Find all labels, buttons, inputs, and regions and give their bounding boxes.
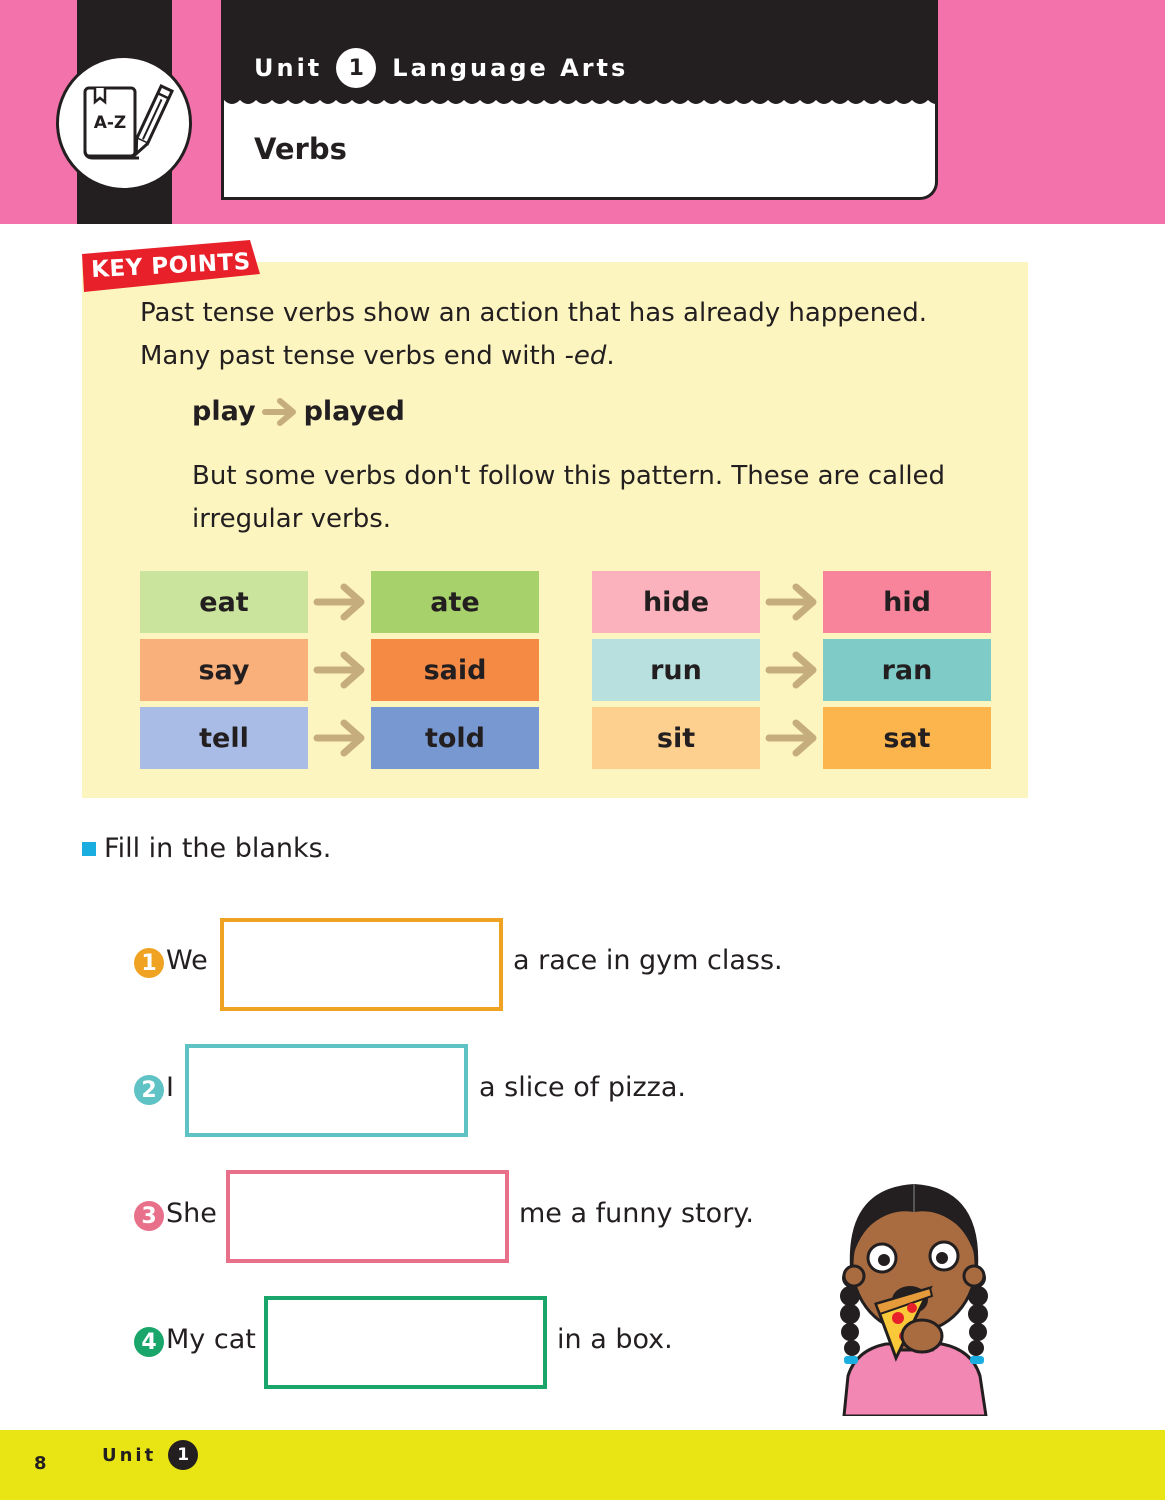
answer-blank-3[interactable]: [226, 1170, 509, 1263]
question-text-after: a slice of pizza.: [479, 1072, 686, 1103]
verb-present-cell: say: [140, 639, 308, 701]
question-number-badge: 1: [134, 948, 164, 978]
key-point-text-2-end: .: [606, 341, 615, 371]
girl-eating-pizza-illustration: [826, 1168, 1002, 1416]
key-points-tag: [82, 240, 260, 292]
instruction-text: Fill in the blanks.: [104, 833, 332, 864]
subject-label: Language Arts: [392, 54, 629, 82]
ed-suffix: -ed: [564, 341, 607, 371]
example-row: [192, 396, 405, 427]
question-text-after: me a funny story.: [519, 1198, 755, 1229]
verb-past-cell: ran: [823, 639, 991, 701]
footer-unit-text: Unit: [102, 1444, 157, 1466]
page-title: Verbs: [254, 132, 347, 166]
page-number: 8: [34, 1453, 47, 1474]
question-number-badge: 3: [134, 1201, 164, 1231]
question-number-badge: 2: [134, 1075, 164, 1105]
unit-number-badge: 1: [336, 48, 376, 88]
unit-heading: [254, 48, 628, 88]
verb-present-cell: hide: [592, 571, 760, 633]
verb-past-cell: ate: [371, 571, 539, 633]
question-text-after: a race in gym class.: [513, 945, 783, 976]
key-point-text-2-prefix: Many past tense verbs end with: [140, 341, 565, 371]
verb-present-cell: run: [592, 639, 760, 701]
arrow-right-icon: [763, 639, 821, 701]
arrow-right-icon: [262, 397, 298, 427]
verb-past-cell: sat: [823, 707, 991, 769]
arrow-right-icon: [311, 639, 369, 701]
bullet-square-icon: [82, 842, 96, 856]
question-text-before: My cat: [166, 1324, 256, 1355]
svg-text:A-Z: A-Z: [93, 113, 127, 133]
footer-unit-label: [102, 1440, 198, 1470]
answer-blank-2[interactable]: [185, 1044, 468, 1137]
question-text-before: She: [166, 1198, 217, 1229]
arrow-right-icon: [311, 571, 369, 633]
question-text-before: We: [166, 945, 208, 976]
key-point-text-2: [140, 341, 615, 371]
title-band: [224, 0, 935, 100]
example-present: play: [192, 396, 256, 427]
verb-past-cell: told: [371, 707, 539, 769]
footer-unit-number-badge: 1: [168, 1440, 198, 1470]
example-past: played: [303, 396, 405, 427]
question-text-after: in a box.: [557, 1324, 673, 1355]
dictionary-pencil-icon: [56, 55, 192, 191]
arrow-right-icon: [763, 571, 821, 633]
answer-blank-1[interactable]: [220, 918, 503, 1011]
key-point-text-3: But some verbs don't follow this pattern. These are called: [192, 461, 946, 491]
key-point-text-4: irregular verbs.: [192, 504, 392, 534]
instruction: [82, 833, 331, 864]
verb-past-cell: hid: [823, 571, 991, 633]
verb-present-cell: tell: [140, 707, 308, 769]
question-text-before: I: [166, 1072, 174, 1103]
page-footer: [0, 1430, 1165, 1500]
question-number-badge: 4: [134, 1327, 164, 1357]
arrow-right-icon: [763, 707, 821, 769]
key-points-label: KEY POINTS: [90, 248, 252, 284]
key-point-text-1: Past tense verbs show an action that has already happened.: [140, 298, 928, 328]
verb-present-cell: sit: [592, 707, 760, 769]
page-header: [0, 0, 1165, 224]
verb-present-cell: eat: [140, 571, 308, 633]
title-card: [221, 0, 938, 200]
unit-label: Unit: [254, 54, 323, 82]
answer-blank-4[interactable]: [264, 1296, 547, 1389]
verb-past-cell: said: [371, 639, 539, 701]
arrow-right-icon: [311, 707, 369, 769]
